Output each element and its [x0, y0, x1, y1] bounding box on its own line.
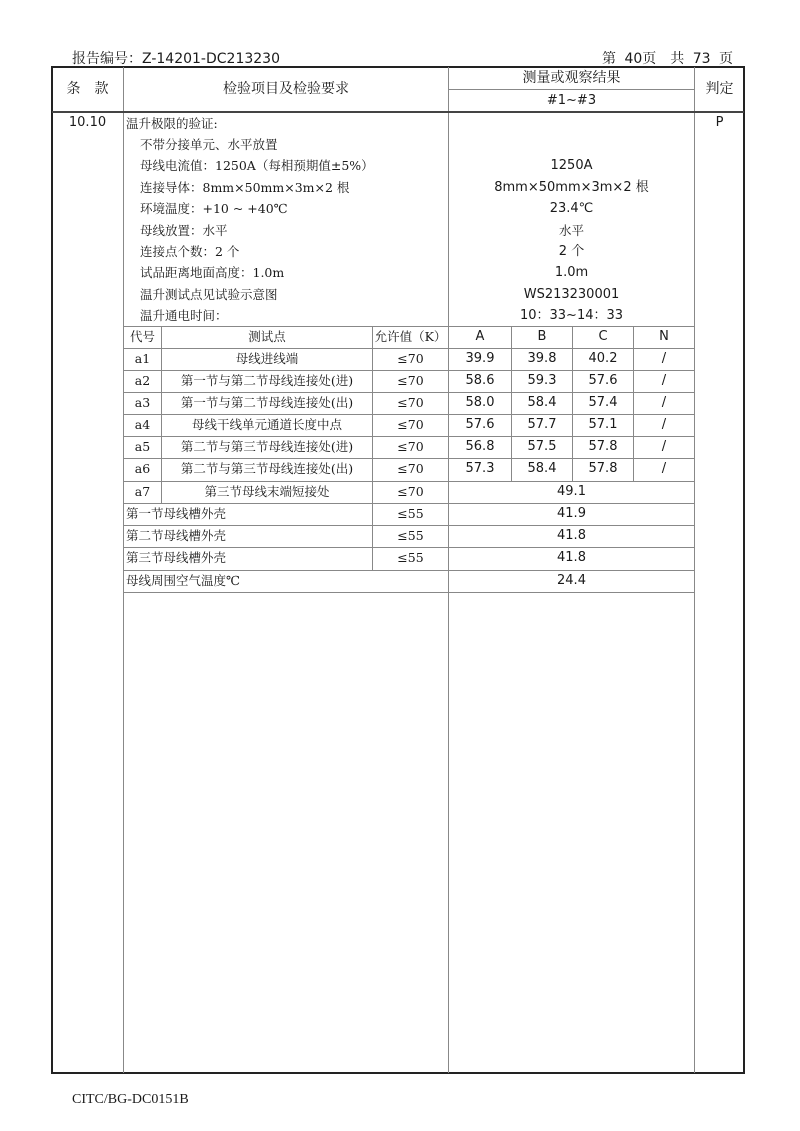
row-value-a: 57.3	[465, 461, 495, 476]
grid-line	[124, 392, 694, 393]
row-value-a: 58.6	[465, 373, 495, 388]
col-header-c: C	[598, 329, 608, 344]
grid-line	[124, 326, 694, 327]
row-value-n: /	[661, 373, 667, 388]
header-subrow-divider	[448, 89, 694, 90]
grid-line	[124, 570, 694, 571]
verdict-value: P	[715, 115, 724, 130]
col-header-limit: 允许值（K）	[374, 329, 447, 344]
housing-value: 41.9	[557, 506, 586, 521]
row-limit: ≤70	[397, 417, 424, 432]
grid-line	[124, 547, 694, 548]
row-value-c: 57.8	[588, 439, 618, 454]
row-value-c: 57.6	[588, 373, 618, 388]
row-value-b: 58.4	[527, 395, 557, 410]
row-point: 母线干线单元通道长度中点	[191, 417, 342, 432]
grid-line	[124, 503, 694, 504]
page-indicator	[602, 48, 733, 68]
row-value-n: /	[661, 351, 667, 366]
grid-line	[124, 348, 694, 349]
req-line: 试品距离地面高度：1.0m	[140, 265, 285, 280]
col-divider-verdict	[694, 67, 695, 1073]
row-point: 第二节与第三节母线连接处(出)	[180, 461, 354, 476]
row-code: a6	[134, 461, 151, 476]
row-value-c: 57.1	[588, 417, 618, 432]
col-header-point: 测试点	[248, 329, 286, 344]
row-value-n: /	[661, 461, 667, 476]
req-line: 母线电流值：1250A（每相预期值±5%）	[140, 158, 374, 173]
housing-limit: ≤55	[397, 550, 424, 565]
result-connection-count: 2 个	[558, 244, 585, 259]
grid-line	[124, 414, 694, 415]
ambient-value: 24.4	[557, 573, 586, 588]
row-value-b: 59.3	[527, 373, 557, 388]
page-total: 共 73 页	[670, 51, 733, 67]
result-energize-time: 10：33~14：33	[519, 308, 624, 323]
grid-line	[124, 481, 694, 482]
req-line: 温升通电时间：	[140, 308, 228, 323]
grid-line	[124, 458, 694, 459]
header-bottom-line	[52, 111, 744, 113]
housing-point: 第三节母线槽外壳	[126, 550, 227, 565]
row-limit: ≤70	[397, 484, 424, 499]
header-item: 检验项目及检验要求	[223, 81, 349, 97]
result-conductor: 8mm×50mm×3m×2 根	[494, 180, 649, 195]
row-point: 第一节与第二节母线连接处(进)	[180, 373, 354, 388]
req-line: 连接点个数：2 个	[140, 244, 240, 259]
row-value-a: 39.9	[465, 351, 495, 366]
result-diagram-ref: WS213230001	[523, 287, 620, 302]
result-placement: 水平	[558, 223, 584, 238]
result-ambient-temp: 23.4℃	[549, 201, 594, 216]
ambient-label: 母线周围空气温度℃	[126, 573, 240, 588]
header-result: 测量或观察结果	[522, 70, 621, 86]
row-point: 第二节与第三节母线连接处(进)	[180, 439, 354, 454]
row-value-b: 58.4	[527, 461, 557, 476]
result-height: 1.0m	[554, 265, 589, 280]
row-value-a: 58.0	[465, 395, 495, 410]
header-verdict: 判定	[705, 81, 734, 97]
row-value-b: 39.8	[527, 351, 557, 366]
housing-limit: ≤55	[397, 528, 424, 543]
row-code: a4	[134, 417, 151, 432]
row-value-b: 57.5	[527, 439, 557, 454]
row-limit: ≤70	[397, 395, 424, 410]
row-limit: ≤70	[397, 439, 424, 454]
req-line: 母线放置：水平	[140, 223, 228, 238]
req-line: 连接导体：8mm×50mm×3m×2 根	[140, 180, 350, 195]
row-code: a3	[134, 395, 151, 410]
row-value-c: 57.8	[588, 461, 618, 476]
page-current: 第 40页	[602, 51, 657, 67]
row-value-n: /	[661, 417, 667, 432]
housing-value: 41.8	[557, 528, 586, 543]
row-limit: ≤70	[397, 351, 424, 366]
row-code: a7	[134, 484, 151, 499]
header-clause: 条 款	[66, 81, 109, 97]
housing-point: 第一节母线槽外壳	[126, 506, 227, 521]
row-limit: ≤70	[397, 373, 424, 388]
report-number: 报告编号：Z-14201-DC213230	[72, 51, 280, 67]
req-line: 不带分接单元、水平放置	[140, 137, 278, 152]
result-current: 1250A	[550, 158, 593, 173]
housing-value: 41.8	[557, 550, 586, 565]
col-header-a: A	[475, 329, 485, 344]
row-value-a: 57.6	[465, 417, 495, 432]
row-value-n: /	[661, 439, 667, 454]
req-line: 温升测试点见试验示意图	[140, 287, 278, 302]
req-title: 温升极限的验证:	[126, 116, 218, 131]
row-code: a1	[134, 351, 151, 366]
row-limit: ≤70	[397, 461, 424, 476]
row-point: 母线进线端	[235, 351, 299, 366]
row-value-b: 57.7	[527, 417, 557, 432]
housing-point: 第二节母线槽外壳	[126, 528, 227, 543]
row-code: a2	[134, 373, 151, 388]
grid-line	[124, 592, 694, 593]
form-code: CITC/BG-DC0151B	[72, 1092, 189, 1107]
row-point: 第一节与第二节母线连接处(出)	[180, 395, 354, 410]
col-header-n: N	[659, 329, 669, 344]
row-value-c: 40.2	[588, 351, 618, 366]
row-code: a5	[134, 439, 151, 454]
row-value-merged: 49.1	[557, 484, 586, 499]
col-header-code: 代号	[129, 329, 155, 344]
grid-line	[124, 370, 694, 371]
row-point: 第三节母线末端短接处	[204, 484, 330, 499]
grid-line	[124, 525, 694, 526]
header-samples: #1~#3	[546, 93, 597, 108]
col-header-b: B	[537, 329, 547, 344]
row-value-n: /	[661, 395, 667, 410]
row-value-c: 57.4	[588, 395, 618, 410]
req-line: 环境温度：+10 ~ +40℃	[140, 201, 288, 216]
grid-line	[124, 436, 694, 437]
row-value-a: 56.8	[465, 439, 495, 454]
clause-number: 10.10	[68, 115, 107, 130]
housing-limit: ≤55	[397, 506, 424, 521]
